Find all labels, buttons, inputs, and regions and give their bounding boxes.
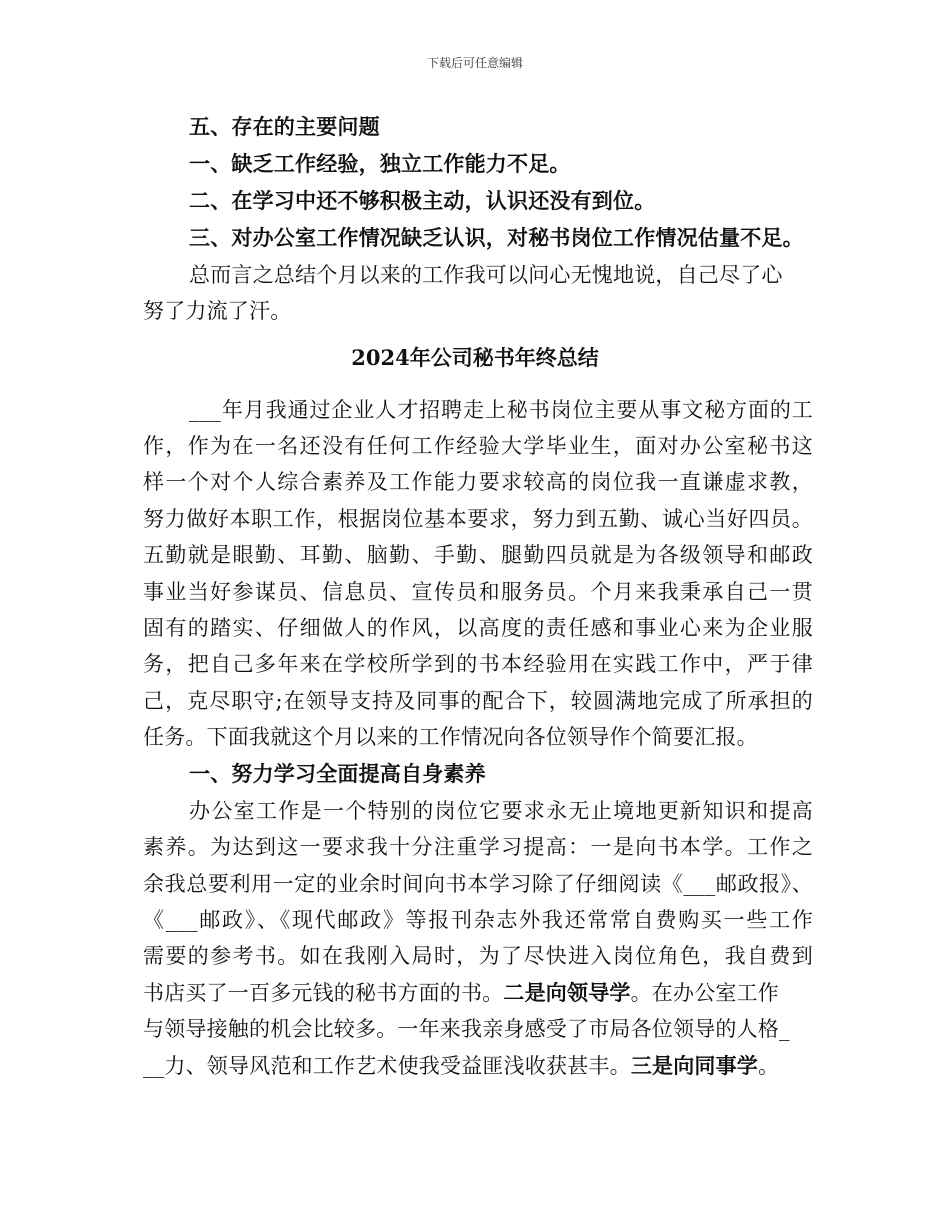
paragraph-line: 总而言之总结个月以来的工作我可以问心无愧地说，自己尽了心 xyxy=(189,263,783,287)
paragraph-line: 努了力流了汗。 xyxy=(143,299,292,323)
paragraph-line xyxy=(143,1052,813,1080)
paragraph-line: 需要的参考书。如在我刚入局时，为了尽快进入岗位角色，我自费到 xyxy=(143,944,813,968)
line-tail: 。 xyxy=(758,1054,780,1078)
line-text: __力、领导风范和工作艺术使我受益匪浅收获甚丰。 xyxy=(143,1054,631,1078)
emphasis-text: 三是向同事学 xyxy=(630,1053,759,1078)
paragraph-line: 努力做好本职工作，根据岗位基本要求，努力到五勤、诚心当好四员。 xyxy=(143,507,813,531)
paragraph-line: 任务。下面我就这个月以来的工作情况向各位领导作个简要汇报。 xyxy=(143,725,758,749)
line-tail: 。在办公室工作 xyxy=(630,981,780,1005)
paragraph-line: 与领导接触的机会比较多。一年来我亲身感受了市局各位领导的人格_ xyxy=(143,1017,790,1041)
paragraph-line: 固有的踏实、仔细做人的作风，以高度的责任感和事业心来为企业服 xyxy=(143,616,813,640)
paragraph-line: ___年月我通过企业人才招聘走上秘书岗位主要从事文秘方面的工 xyxy=(189,398,813,422)
emphasis-text: 二是向领导学 xyxy=(503,980,631,1005)
paragraph-line: 办公室工作是一个特别的岗位它要求永无止境地更新知识和提高 xyxy=(189,799,813,823)
paragraph-line: 作，作为在一名还没有任何工作经验大学毕业生，面对办公室秘书这 xyxy=(143,434,813,458)
document-title: 2024年公司秘书年终总结 xyxy=(351,345,599,370)
paragraph-line: 五勤就是眼勤、耳勤、脑勤、手勤、腿勤四员就是为各级领导和邮政 xyxy=(143,543,813,567)
paragraph-line: 《___邮政》、《现代邮政》等报刊杂志外我还常常自费购买一些工作 xyxy=(143,908,813,932)
problem-item: 二、在学习中还不够积极主动，认识还没有到位。 xyxy=(189,188,656,213)
section-heading: 五、存在的主要问题 xyxy=(189,114,380,139)
page-header-note: 下载后可任意编辑 xyxy=(426,56,523,70)
problem-item: 一、缺乏工作经验，独立工作能力不足。 xyxy=(189,151,571,176)
paragraph-line: 务，把自己多年来在学校所学到的书本经验用在实践工作中，严于律 xyxy=(143,652,813,676)
paragraph-line: 素养。为达到这一要求我十分注重学习提高：一是向书本学。工作之 xyxy=(143,835,813,859)
paragraph-line: 余我总要利用一定的业余时间向书本学习除了仔细阅读《___邮政报》、 xyxy=(143,872,813,896)
paragraph-line: 事业当好参谋员、信息员、宣传员和服务员。个月来我秉承自己一贯 xyxy=(143,580,813,604)
subsection-heading: 一、努力学习全面提高自身素养 xyxy=(189,761,486,786)
line-text: 书店买了一百多元钱的秘书方面的书。 xyxy=(143,981,504,1005)
paragraph-line: 样一个对个人综合素养及工作能力要求较高的岗位我一直谦虚求教， xyxy=(143,470,813,494)
paragraph-line: 己，克尽职守;在领导支持及同事的配合下，较圆满地完成了所承担的 xyxy=(143,689,813,713)
problem-item: 三、对办公室工作情况缺乏认识，对秘书岗位工作情况估量不足。 xyxy=(189,225,804,250)
paragraph-line xyxy=(143,979,813,1007)
